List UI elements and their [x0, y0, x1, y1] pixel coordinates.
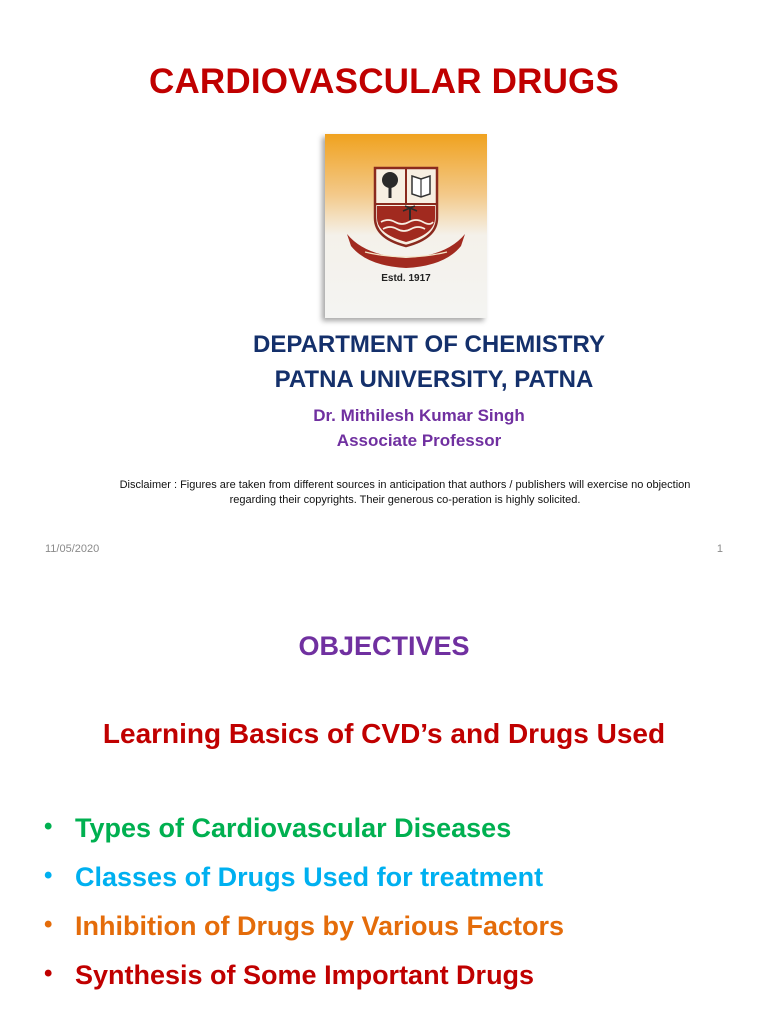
- list-item-text: Classes of Drugs Used for treatment: [75, 862, 544, 892]
- objectives-subheading: Learning Basics of CVD’s and Drugs Used: [102, 718, 666, 749]
- disclaimer-line-1: Disclaimer : Figures are taken from different sources in anticipation that authors / publishers will exercise no objection: [119, 479, 691, 491]
- department-name: DEPARTMENT OF CHEMISTRY: [253, 331, 605, 358]
- list-item-text: Inhibition of Drugs by Various Factors: [75, 911, 565, 941]
- slide-number: 1: [716, 543, 723, 555]
- disclaimer-line-2: regarding their copyrights. Their generous co-peration is highly solicited.: [229, 494, 581, 506]
- author-name: Dr. Mithilesh Kumar Singh: [313, 406, 525, 425]
- list-item-text: Synthesis of Some Important Drugs: [75, 960, 535, 990]
- bullet-dot-icon: •: [44, 911, 53, 938]
- bullet-dot-icon: •: [44, 813, 53, 840]
- slide-objectives: [0, 575, 768, 1024]
- author-title: Associate Professor: [336, 431, 502, 450]
- list-item-text: Types of Cardiovascular Diseases: [75, 813, 512, 843]
- university-logo: [325, 134, 487, 318]
- university-name: PATNA UNIVERSITY, PATNA: [274, 366, 594, 393]
- presentation-title: CARDIOVASCULAR DRUGS: [148, 62, 620, 101]
- bullet-dot-icon: •: [44, 862, 53, 889]
- logo-established-text: Estd. 1917: [381, 273, 431, 284]
- slide-date: 11/05/2020: [45, 543, 100, 555]
- university-crest-graphic: [325, 134, 487, 318]
- objectives-heading: OBJECTIVES: [298, 631, 470, 661]
- bullet-dot-icon: •: [44, 960, 53, 987]
